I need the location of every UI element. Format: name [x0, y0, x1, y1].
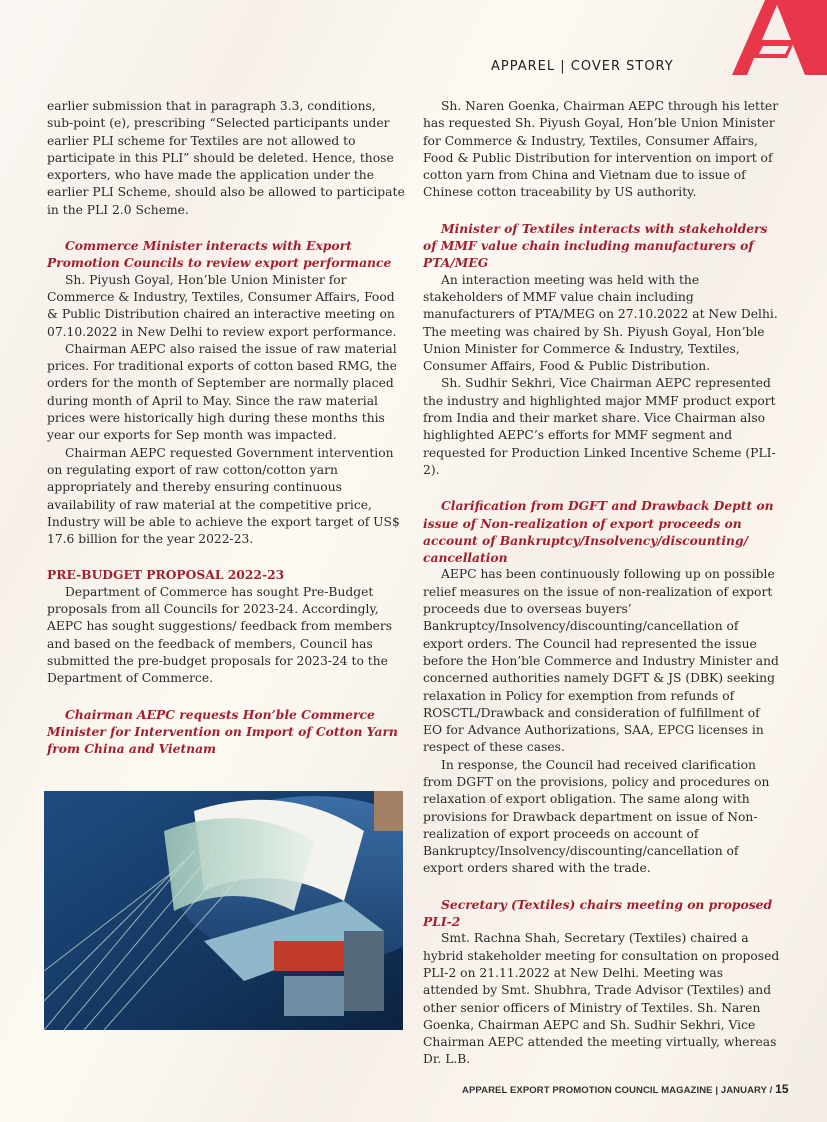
section-heading: PRE-BUDGET PROPOSAL 2022-23 — [47, 567, 285, 583]
paragraph: In response, the Council had received clarification from DGFT on the provisions, policy and procedures on relaxation of export obligation. The same along with provisions for Drawback department on issue of Non-realization of export proceeds on account of Bankruptcy/Insolvency/discounting/cancellation of export orders shared with the trade. — [423, 757, 770, 876]
page-footer — [462, 1082, 789, 1096]
paragraph: Sh. Sudhir Sekhri, Vice Chairman AEPC represented the industry and highlighted major MMF product export from India and their market share. Vice Chairman also highlighted AEPC’s efforts for MMF segment and requested for Production Linked Incentive Scheme (PLI-2). — [423, 376, 776, 477]
paragraph: Department of Commerce has sought Pre-Budget proposals from all Councils for 2023-24. Accordingly, AEPC has sought suggestions/ feedback from members and based on the feedback of members, Council has submitted the pre-budget proposals for 2023-24 to the Department of Commerce. — [47, 584, 393, 686]
paragraph: AEPC has been continuously following up on possible relief measures on the issue of non-realization of export proceeds due to overseas buyers’ Bankruptcy/Insolvency/discounting/cancellation of export orders. The Council had represented the issue before the Hon’ble Commerce and Industry Minister and concerned authorities namely DGFT & JS (DBK) seeking relaxation in Policy for exemption from refunds of ROSCTL/Drawback and consideration of fulfillment of EO for Advance Authorizations, SAA, EPCG licenses in respect of these cases. — [423, 567, 779, 755]
section-heading: Chairman AEPC requests Hon’ble Commerce Minister for Intervention on Import of Cotton Yarn from China and Vietnam — [47, 706, 398, 757]
paragraph: An interaction meeting was held with the stakeholders of MMF value chain including manufacturers of PTA/MEG on 27.10.2022 at New Delhi. The meeting was chaired by Sh. Piyush Goyal, Hon’ble Union Minister for Commerce & Industry, Textiles, Consumer Affairs, Food & Public Distribution. — [423, 272, 778, 374]
section-header: APPAREL | COVER STORY — [491, 59, 674, 74]
footer-text: APPAREL EXPORT PROMOTION COUNCIL MAGAZINE | JANUARY / — [462, 1085, 773, 1096]
paragraph: Chairman AEPC also raised the issue of raw material prices. For traditional exports of cotton based RMG, the orders for the month of September are normally placed during month of April to May. Since the raw material prices were historically high during these months this year our exports for Sep month was impacted. — [47, 341, 397, 443]
aepc-logo-icon — [677, 0, 827, 75]
paragraph: Sh. Piyush Goyal, Hon’ble Union Minister for Commerce & Industry, Textiles, Consumer Affairs, Food & Public Distribution chaired an interactive meeting on 07.10.2022 in New Delhi to review export performance. — [47, 272, 397, 339]
section-heading: Clarification from DGFT and Drawback Deptt on issue of Non-realization of export proceeds on account of Bankruptcy/Insolvency/discounting/ cancellation — [423, 498, 774, 566]
section-heading: Secretary (Textiles) chairs meeting on proposed PLI-2 — [423, 896, 773, 930]
section-heading: Commerce Minister interacts with Export Promotion Councils to review export performance — [47, 238, 392, 271]
left-column — [47, 98, 405, 757]
paragraph: earlier submission that in paragraph 3.3, conditions, sub-point (e), prescribing “Selected participants under earlier PLI scheme for Textiles are not allowed to participate in this PLI” should be deleted. Hence, those exporters, who have made the application under the earlier PLI Scheme, should also be allowed to participate in the PLI 2.0 Scheme. — [47, 99, 405, 217]
textile-machine-photo — [44, 791, 403, 1030]
section-heading: Minister of Textiles interacts with stakeholders of MMF value chain including manufacturers of PTA/MEG — [423, 220, 768, 271]
paragraph: Chairman AEPC requested Government intervention on regulating export of raw cotton/cotton yarn appropriately and thereby ensuring continuous availability of raw material at the competitive price, Industry will be able to achieve the export target of US$ 17.6 billion for the year 2022-23. — [47, 445, 400, 547]
paragraph: Smt. Rachna Shah, Secretary (Textiles) chaired a hybrid stakeholder meeting for consultation on proposed PLI-2 on 21.11.2022 at New Delhi. Meeting was attended by Smt. Shubhra, Trade Advisor (Textiles) and other senior officers of Ministry of Textiles. Sh. Naren Goenka, Chairman AEPC and Sh. Sudhir Sekhri, Vice Chairman AEPC attended the meeting virtually, whereas Dr. L.B. — [423, 931, 780, 1067]
right-column — [423, 98, 781, 1069]
paragraph: Sh. Naren Goenka, Chairman AEPC through his letter has requested Sh. Piyush Goyal, Hon’ble Union Minister for Commerce & Industry, Textiles, Consumer Affairs, Food & Public Distribution for intervention on import of cotton yarn from China and Vietnam due to issue of Chinese cotton traceability by US authority. — [423, 99, 779, 200]
page-number: 15 — [775, 1082, 789, 1096]
